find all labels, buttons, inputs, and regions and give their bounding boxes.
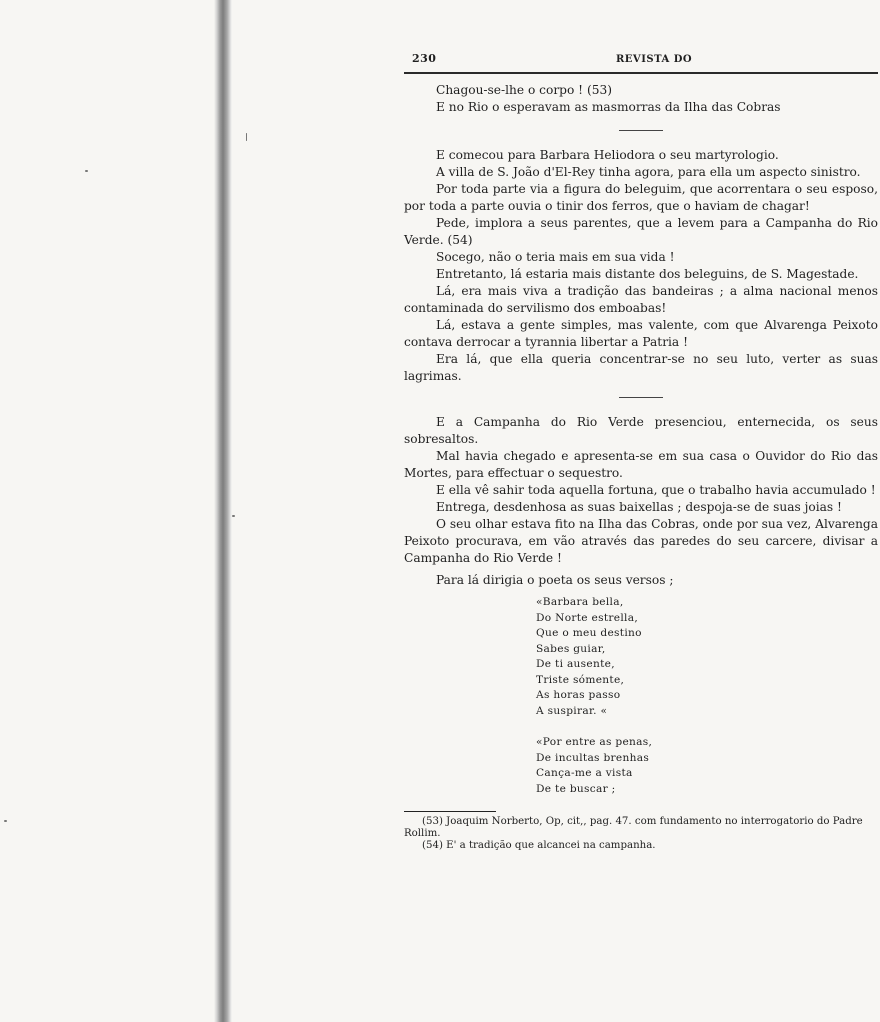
poem-line: Que o meu destino (536, 627, 642, 639)
paragraph: Mal havia chegado e apresenta-se em sua casa o Ouvidor do Rio das Mortes, para effectuar o sequestro. (404, 449, 878, 480)
paragraph: Entrega, desdenhosa as suas baixellas ; despoja-se de suas joias ! (436, 500, 842, 514)
paragraph: E ella vê sahir toda aquella fortuna, que o trabalho havia accumulado ! (436, 483, 876, 497)
poem-line: Cança-me a vista (536, 767, 633, 779)
running-title: REVISTA DO (616, 54, 693, 65)
paragraph: Socego, não o teria mais em sua vida ! (436, 250, 675, 264)
poem (536, 595, 878, 797)
stanza-gap (536, 719, 878, 735)
paragraph-text: Lá, era mais viva a tradição das bandeiras ; a alma nacional menos contaminada do servilismo dos emboabas! (404, 284, 878, 315)
footnote-rule (404, 811, 496, 812)
paragraph: Era lá, que ella queria concentrar-se no seu luto, verter as suas lagrimas. (404, 352, 878, 383)
paragraph: Entretanto, lá estaria mais distante dos beleguins, de S. Magestade. (436, 267, 859, 281)
scan-speck (246, 133, 247, 141)
page-gutter-shadow (214, 0, 232, 1022)
paragraph: A villa de S. João d'El-Rey tinha agora, para ella um aspecto sinistro. (436, 165, 861, 179)
paragraph: O seu olhar estava fito na Ilha das Cobras, onde por sua vez, Alvarenga Peixoto procurava, em vão através das paredes do seu carcere, divisar a Campanha do Rio Verde ! (404, 517, 878, 565)
scan-speck (232, 515, 235, 517)
running-header (404, 50, 878, 74)
poem-line: As horas passo (536, 689, 621, 701)
footnote: (53) Joaquim Norberto, Op, cit,, pag. 47. com fundamento no interrogatorio do Padre Rollim. (404, 816, 863, 839)
text-line: E no Rio o esperavam as masmorras da Ilha das Cobras (436, 100, 781, 114)
paragraph (404, 283, 878, 317)
paragraph: E a Campanha do Rio Verde presenciou, enternecida, os seus sobresaltos. (404, 415, 878, 446)
poem-line: De te buscar ; (536, 782, 616, 795)
scan-speck (4, 820, 7, 822)
poem-line: Do Norte estrella, (536, 611, 639, 624)
page-number: 230 (412, 52, 437, 65)
text-line: Chagou-se-lhe o corpo ! (53) (436, 83, 612, 97)
poem-line: Triste sómente, (536, 673, 625, 686)
poem-line: Sabes guiar, (536, 642, 606, 655)
poem-line: De ti ausente, (536, 658, 615, 670)
document-page (404, 50, 878, 852)
paragraph: Pede, implora a seus parentes, que a levem para a Campanha do Rio Verde. (54) (404, 216, 878, 247)
scan-speck (85, 170, 88, 172)
poem-line: «Barbara bella, (536, 596, 624, 608)
paragraph: E comecou para Barbara Heliodora o seu martyrologio. (436, 148, 779, 162)
paragraph: Lá, estava a gente simples, mas valente, com que Alvarenga Peixoto contava derrocar a tyrannia libertar a Patria ! (404, 318, 878, 349)
section-divider (619, 397, 663, 398)
paragraph: Para lá dirigia o poeta os seus versos ; (436, 573, 674, 587)
paragraph: Por toda parte via a figura do beleguim, que acorrentara o seu esposo, por toda a parte ouvia o tinir dos ferros, que o haviam de chagar! (404, 182, 878, 213)
poem-line: A suspirar. « (536, 704, 608, 717)
poem-line: De incultas brenhas (536, 751, 650, 764)
poem-line: «Por entre as penas, (536, 736, 653, 748)
section-divider (619, 130, 663, 131)
footnote: (54) E' a tradição que alcancei na campanha. (422, 840, 656, 851)
